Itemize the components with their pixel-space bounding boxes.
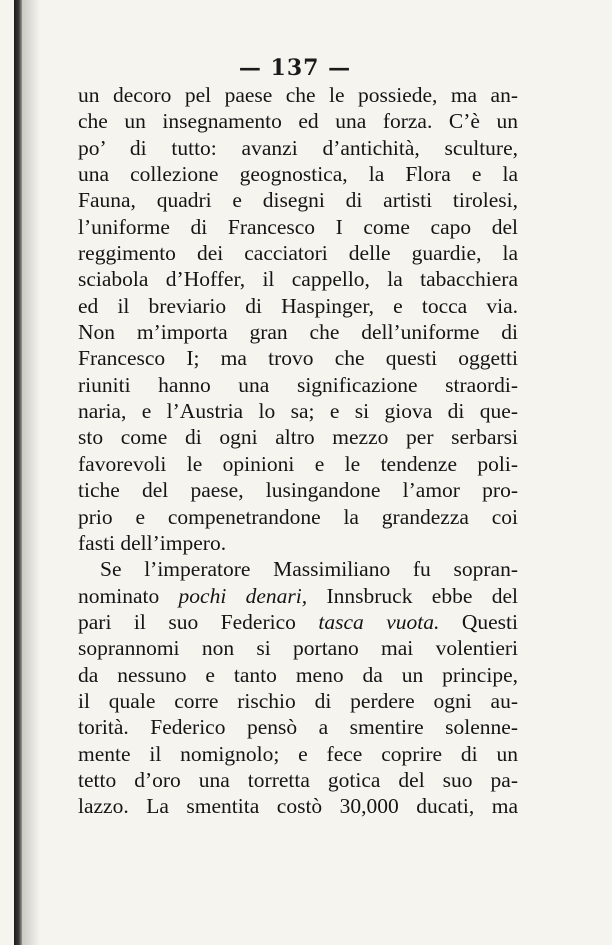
page-number: — 137 — (238, 55, 352, 81)
paragraph-end-line: fasti dell’impero. (78, 530, 227, 555)
text-line: tiche del paese, lusingandone l’amor pro- (78, 478, 518, 503)
text-line: torità. Federico pensò a smentire solenne- (78, 715, 518, 740)
italic-phrase: tasca vuota. (318, 609, 440, 634)
text-segment: Questi (439, 609, 519, 634)
text-line: Non m’importa gran che dell’uniforme di (78, 320, 518, 345)
text-line-with-italic (78, 583, 518, 609)
text-line: soprannomi non si portano mai volentieri (78, 636, 518, 661)
italic-phrase: pochi denari, (178, 583, 308, 608)
text-line: sciabola d’Hoffer, il cappello, la tabacchiera (78, 267, 518, 292)
text-line: riuniti hanno una significazione straordi- (78, 372, 518, 397)
text-line: sto come di ogni altro mezzo per serbarsi (78, 425, 518, 450)
text-line: po’ di tutto: avanzi d’antichità, sculture, (78, 135, 518, 160)
text-line: naria, e l’Austria lo sa; e si giova di que- (78, 399, 518, 424)
text-segment: nominato (78, 583, 179, 608)
text-line: Fauna, quadri e disegni di artisti tirolesi, (78, 188, 518, 213)
text-line: mente il nomignolo; e fece coprire di un (78, 741, 518, 766)
spine-shadow (22, 0, 40, 945)
body-text (78, 82, 518, 820)
paragraph-start-line: Se l’imperatore Massimiliano fu sopran- (100, 557, 518, 582)
text-line: il quale corre rischio di perdere ogni au- (78, 688, 518, 713)
text-line: favorevoli le opinioni e le tendenze poli- (78, 451, 518, 476)
text-line: una collezione geognostica, la Flora e la (78, 162, 518, 187)
text-line: che un insegnamento ed una forza. C’è un (78, 109, 518, 134)
text-line: ed il breviario di Haspinger, e tocca via. (78, 293, 518, 318)
text-line: da nessuno e tanto meno da un principe, (78, 662, 518, 687)
text-line: l’uniforme di Francesco I come capo del (78, 214, 518, 239)
text-line: prio e compenetrandone la grandezza coi (78, 504, 518, 529)
book-spine-edge (14, 0, 22, 945)
text-segment: Innsbruck ebbe del (307, 583, 518, 608)
text-line: reggimento dei cacciatori delle guardie, la (78, 241, 518, 266)
text-line: lazzo. La smentita costò 30,000 ducati, ma (78, 794, 518, 819)
text-line: Francesco I; ma trovo che questi oggetti (78, 346, 518, 371)
text-line: tetto d’oro una torretta gotica del suo pa- (78, 767, 518, 792)
text-line: un decoro pel paese che le possiede, ma an- (78, 83, 518, 107)
text-segment: pari il suo Federico (78, 609, 319, 634)
text-line-with-italic (78, 609, 518, 635)
